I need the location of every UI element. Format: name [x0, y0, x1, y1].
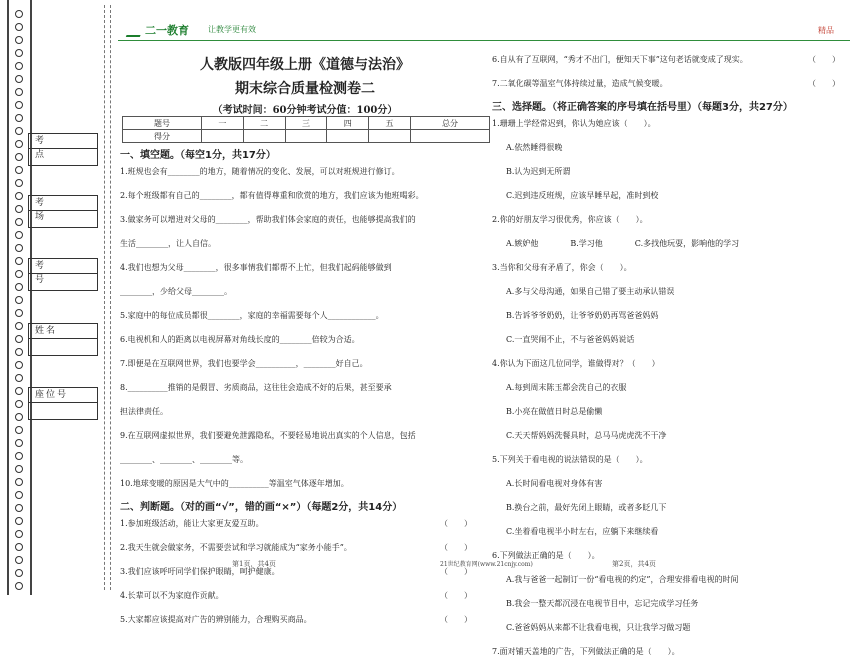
choice-option[interactable]: B.认为迟到无所谓 — [506, 167, 571, 176]
judge-list — [120, 518, 492, 626]
answer-paren[interactable]: （ ） — [440, 543, 472, 552]
footer-source: 21世纪教育网(www.21cnjy.com) — [440, 561, 533, 568]
choice-option[interactable]: A.依然睡得很晚 — [506, 143, 563, 152]
exam-site-label: 考 点 — [29, 134, 97, 149]
binding-hole-icon — [15, 478, 23, 486]
fill-question: 5.家庭中的每位成员都很________，家庭的幸福需要每个人____________。 — [120, 311, 384, 320]
score-header-cell: 四 — [327, 117, 369, 130]
score-cell[interactable] — [243, 130, 285, 143]
score-header-cell: 总分 — [410, 117, 489, 130]
choice-option[interactable]: C.坐着看电视半小时左右，应躺下来继续看 — [506, 527, 659, 536]
binding-hole-icon — [15, 179, 23, 187]
page-title: 人教版四年级上册《道德与法治》 — [200, 57, 410, 73]
choice-question: 2.你的好朋友学习很优秀，你应该（ ）。 — [492, 215, 648, 224]
exam-room-label: 考 场 — [29, 196, 97, 211]
binding-hole-icon — [15, 348, 23, 356]
binding-hole-icon — [15, 49, 23, 57]
binding-hole-icon — [15, 140, 23, 148]
choice-question: 1.珊珊上学经常迟到，你认为她应该（ ）。 — [492, 119, 656, 128]
judge-question — [492, 54, 840, 66]
choice-option[interactable]: A.长时间看电视对身体有害 — [506, 479, 603, 488]
fill-question: 8.__________推销的是假冒、劣质商品，这往往会造成不好的后果，甚至要承 — [120, 383, 392, 392]
binding-hole-icon — [15, 296, 23, 304]
score-cell[interactable] — [285, 130, 327, 143]
cut-line-2 — [110, 5, 111, 590]
seat-number-field[interactable] — [28, 387, 98, 420]
seat-number-label: 座位号 — [29, 388, 97, 403]
binding-hole-icon — [15, 244, 23, 252]
binding-strip-left — [7, 0, 9, 595]
binding-hole-icon — [15, 491, 23, 499]
score-table — [122, 116, 490, 143]
binding-hole-icon — [15, 257, 23, 265]
binding-hole-icon — [15, 413, 23, 421]
score-cell[interactable] — [201, 130, 243, 143]
answer-paren[interactable]: （ ） — [440, 615, 472, 624]
binding-strip-right — [30, 0, 32, 595]
fill-question: 担法律责任。 — [120, 407, 168, 416]
left-column — [120, 146, 492, 638]
choice-option[interactable]: A.每到周末陈玉都会洗自己的衣服 — [506, 383, 627, 392]
binding-hole-icon — [15, 153, 23, 161]
fill-question: 1.班规也会有________的地方，随着情况的变化、发展，可以对班规进行修订。 — [120, 167, 400, 176]
answer-paren[interactable]: （ ） — [440, 519, 472, 528]
choice-question: 5.下列关于看电视的说法错误的是（ ）。 — [492, 455, 648, 464]
name-field[interactable] — [28, 323, 98, 356]
choice-option[interactable]: B.告诉爷爷奶奶，让爷爷奶奶再骂爸爸妈妈 — [506, 311, 659, 320]
premium-badge: 精品 — [818, 26, 834, 35]
answer-paren[interactable]: （ ） — [808, 55, 840, 64]
choice-option[interactable]: B.换台之前，最好先闭上眼睛，或者多眨几下 — [506, 503, 667, 512]
judge-question — [120, 614, 472, 626]
judge-question-text: 7.二氧化碳等温室气体持续过量，造成气候变暖。 — [492, 79, 668, 88]
binding-hole-icon — [15, 556, 23, 564]
answer-paren[interactable]: （ ） — [440, 567, 472, 576]
binding-hole-icon — [15, 36, 23, 44]
score-cell[interactable] — [327, 130, 369, 143]
fill-question: 7.即便是在互联网世界，我们也要学会__________，________好自己。 — [120, 359, 368, 368]
score-table-header — [123, 117, 490, 130]
exam-number-field[interactable] — [28, 258, 98, 291]
binding-hole-icon — [15, 62, 23, 70]
exam-number-label: 考 号 — [29, 259, 97, 274]
fill-question: ________，少给父母________。 — [120, 287, 232, 296]
exam-site-field[interactable] — [28, 133, 98, 166]
binding-hole-icon — [15, 166, 23, 174]
score-cell[interactable] — [410, 130, 489, 143]
binding-hole-icon — [15, 101, 23, 109]
judge-question-text: 3.我们应该呼吁同学们保护眼睛，呵护健康。 — [120, 567, 280, 576]
fill-question: 3.做家务可以增进对父母的________，帮助我们体会家庭的责任，也能够提高我们的 — [120, 215, 416, 224]
binding-hole-icon — [15, 335, 23, 343]
choice-question: 4.你认为下面这几位同学，谁做得对？（ ） — [492, 359, 660, 368]
judge-question — [120, 566, 472, 578]
choice-section-title: 三、选择题。（将正确答案的序号填在括号里）（每题3分，共27分） — [492, 102, 793, 113]
fill-question: ________、________、________等。 — [120, 455, 248, 464]
binding-hole-icon — [15, 426, 23, 434]
score-header-cell: 五 — [369, 117, 411, 130]
binding-hole-icon — [15, 192, 23, 200]
fill-question: 生活________，让人自信。 — [120, 239, 216, 248]
choice-option[interactable]: A.我与爸爸一起制订一份“看电视的约定”，合理安排看电视的时间 — [506, 575, 739, 584]
binding-hole-icon — [15, 322, 23, 330]
binding-hole-icon — [15, 114, 23, 122]
fill-question: 4.我们也想为父母________，很多事情我们都帮不上忙，但我们起码能够做到 — [120, 263, 392, 272]
binding-hole-icon — [15, 270, 23, 278]
choice-option[interactable]: A.多与父母沟通，如果自己错了要主动承认错误 — [506, 287, 675, 296]
binding-hole-icon — [15, 374, 23, 382]
fill-list — [120, 166, 492, 490]
runner-icon — [126, 25, 144, 37]
judge-cont-list — [492, 54, 844, 90]
choice-option[interactable]: C.迟到违反班规，应该早睡早起，准时到校 — [506, 191, 659, 200]
choice-question: 3.当你和父母有矛盾了，你会（ ）。 — [492, 263, 632, 272]
binding-hole-icon — [15, 127, 23, 135]
fill-question: 2.每个班级都有自己的________，都有值得尊重和欣赏的地方，我们应该为他班喝彩。 — [120, 191, 424, 200]
cut-line — [104, 5, 105, 590]
score-header-cell: 三 — [285, 117, 327, 130]
right-column — [492, 54, 844, 670]
binding-hole-icon — [15, 75, 23, 83]
fill-question: 10.地球变暖的原因是大气中的__________等温室气体逐年增加。 — [120, 479, 349, 488]
score-row-label: 得分 — [123, 130, 202, 143]
binding-hole-icon — [15, 582, 23, 590]
binding-hole-icon — [15, 10, 23, 18]
fill-section-title: 一、填空题。（每空1分，共17分） — [120, 150, 276, 161]
answer-paren[interactable]: （ ） — [808, 79, 840, 88]
choice-option[interactable]: B.小亮在做值日时总是偷懒 — [506, 407, 603, 416]
footer-page-left: 第1页，共4页 — [232, 560, 276, 568]
binding-hole-icon — [15, 504, 23, 512]
binding-hole-icon — [15, 218, 23, 226]
exam-info: （考试时间：60分钟考试分值：100分） — [212, 105, 398, 116]
judge-question-text: 1.参加班级活动，能让大家更友爱互助。 — [120, 519, 264, 528]
binding-hole-icon — [15, 88, 23, 96]
binding-margin — [0, 0, 112, 595]
judge-question-text: 2.我天生就会做家务，不需要尝试和学习就能成为“家务小能手”。 — [120, 543, 352, 552]
binding-hole-icon — [15, 23, 23, 31]
footer-page-right: 第2页，共4页 — [612, 560, 656, 568]
binding-hole-icon — [15, 387, 23, 395]
choice-option[interactable]: C.爸爸妈妈从来都不让我看电视，只让我学习做习题 — [506, 623, 691, 632]
score-table-row — [123, 130, 490, 143]
binding-hole-icon — [15, 452, 23, 460]
binding-hole-icon — [15, 439, 23, 447]
score-header-cell: 题号 — [123, 117, 202, 130]
score-header-cell: 一 — [201, 117, 243, 130]
binding-hole-icon — [15, 517, 23, 525]
judge-question — [492, 78, 840, 90]
judge-question-text: 4.长辈可以不为家庭作贡献。 — [120, 591, 224, 600]
binding-hole-icon — [15, 530, 23, 538]
page-header — [118, 18, 850, 41]
fill-question: 9.在互联网虚拟世界，我们要避免泄露隐私，不要轻易地说出真实的个人信息，包括 — [120, 431, 416, 440]
binding-hole-icon — [15, 361, 23, 369]
judge-question-text: 6.自从有了互联网，“秀才不出门，便知天下事”这句老话就变成了现实。 — [492, 55, 748, 64]
binding-hole-icon — [15, 205, 23, 213]
logo-text: 二一教育 — [145, 24, 189, 37]
binding-hole-icon — [15, 283, 23, 291]
choice-question: 7.面对铺天盖地的广告，下列做法正确的是（ ）。 — [492, 647, 680, 656]
score-cell[interactable] — [369, 130, 411, 143]
binding-hole-icon — [15, 543, 23, 551]
choice-question: 6.下列做法正确的是（ ）。 — [492, 551, 600, 560]
judge-question — [120, 590, 472, 602]
binding-hole-icon — [15, 569, 23, 577]
binding-hole-icon — [15, 231, 23, 239]
choice-option[interactable]: C.一直哭闹不止，不与爸爸妈妈说话 — [506, 335, 635, 344]
name-label: 姓名 — [29, 324, 97, 339]
judge-section-title: 二、判断题。（对的画“√”，错的画“×”）（每题2分，共14分） — [120, 502, 403, 513]
choice-option[interactable]: C.天天帮妈妈洗餐具时，总马马虎虎洗不干净 — [506, 431, 667, 440]
binding-hole-icon — [15, 400, 23, 408]
judge-question — [120, 518, 472, 530]
choice-option[interactable]: A.嫉妒他 B.学习他 C.多找他玩耍，影响他的学习 — [506, 239, 740, 248]
binding-hole-icon — [15, 309, 23, 317]
brand-logo — [128, 22, 189, 38]
choice-option[interactable]: B.我会一整天都沉浸在电视节目中，忘记完成学习任务 — [506, 599, 699, 608]
answer-paren[interactable]: （ ） — [440, 591, 472, 600]
score-header-cell: 二 — [243, 117, 285, 130]
exam-room-field[interactable] — [28, 195, 98, 228]
judge-question — [120, 542, 472, 554]
choice-list — [492, 118, 844, 658]
judge-question-text: 5.大家都应该提高对广告的辨别能力，合理购买商品。 — [120, 615, 312, 624]
page-subtitle: 期末综合质量检测卷二 — [235, 81, 375, 97]
fill-question: 6.电视机和人的距离以电视屏幕对角线长度的________倍较为合适。 — [120, 335, 360, 344]
slogan: 让教学更有效 — [208, 25, 256, 34]
binding-hole-icon — [15, 465, 23, 473]
